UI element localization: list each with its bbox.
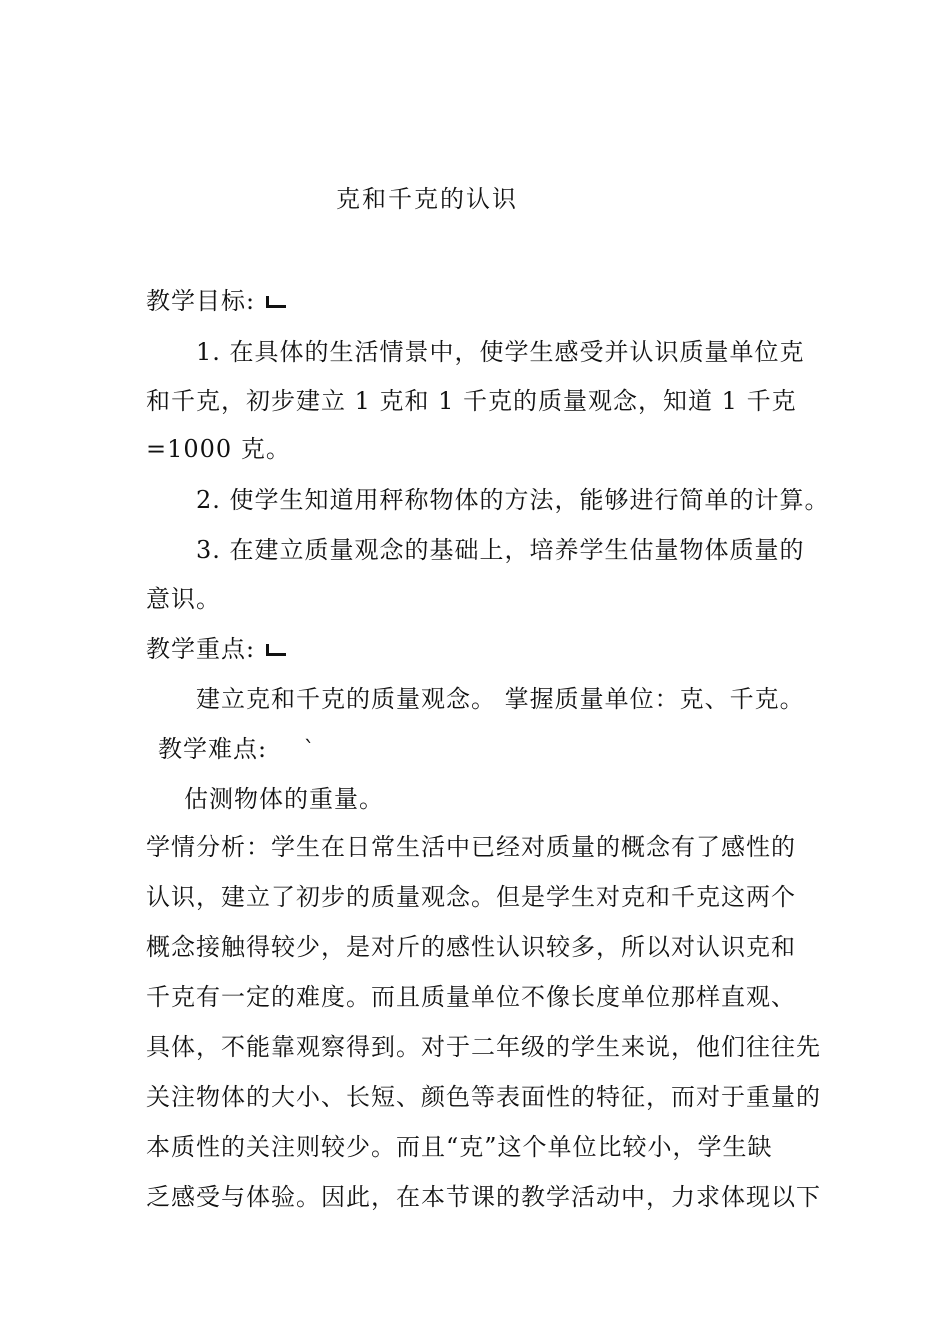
objective-3-line-1: 3. 在建立质量观念的基础上，培养学生估量物体质量的	[196, 536, 805, 564]
analysis-line-5: 具体，不能靠观察得到。对于二年级的学生来说，他们往往先	[146, 1033, 821, 1061]
objective-1-line-1: 1. 在具体的生活情景中，使学生感受并认识质量单位克	[196, 338, 805, 366]
key-points-heading-row	[146, 634, 286, 664]
key-points-text: 建立克和千克的质量观念。 掌握质量单位：克、千克。	[196, 685, 805, 713]
objective-2: 2. 使学生知道用秤称物体的方法，能够进行简单的计算。	[196, 486, 830, 514]
objective-1-line-3: =1000 克。	[146, 435, 291, 463]
difficulties-heading-row	[158, 734, 316, 766]
analysis-line-6: 关注物体的大小、长短、颜色等表面性的特征，而对于重量的	[146, 1083, 821, 1111]
analysis-line-4: 千克有一定的难度。而且质量单位不像长度单位那样直观、	[146, 983, 796, 1011]
objectives-heading-row	[146, 286, 286, 316]
analysis-line-2: 认识，建立了初步的质量观念。但是学生对克和千克这两个	[146, 883, 796, 911]
analysis-line-7: 本质性的关注则较少。而且“克”这个单位比较小，学生缺	[146, 1133, 773, 1161]
objectives-heading: 教学目标:	[146, 287, 256, 315]
analysis-line-3: 概念接触得较少，是对斤的感性认识较多，所以对认识克和	[146, 933, 796, 961]
tick-mark-icon	[264, 644, 286, 658]
difficulties-text: 估测物体的重量。	[184, 785, 384, 813]
objective-3-line-2: 意识。	[146, 585, 221, 613]
tick-mark-icon	[264, 296, 286, 310]
analysis-line-1: 学情分析：学生在日常生活中已经对质量的概念有了感性的	[146, 833, 796, 861]
objective-1-line-2: 和千克，初步建立 1 克和 1 千克的质量观念，知道 1 千克	[146, 387, 797, 415]
key-points-heading: 教学重点:	[146, 635, 256, 663]
difficulties-heading: 教学难点:	[158, 735, 268, 763]
analysis-line-8: 乏感受与体验。因此，在本节课的教学活动中，力求体现以下	[146, 1183, 821, 1211]
backtick-mark: `	[303, 738, 316, 763]
document-title: 克和千克的认识	[336, 185, 518, 213]
